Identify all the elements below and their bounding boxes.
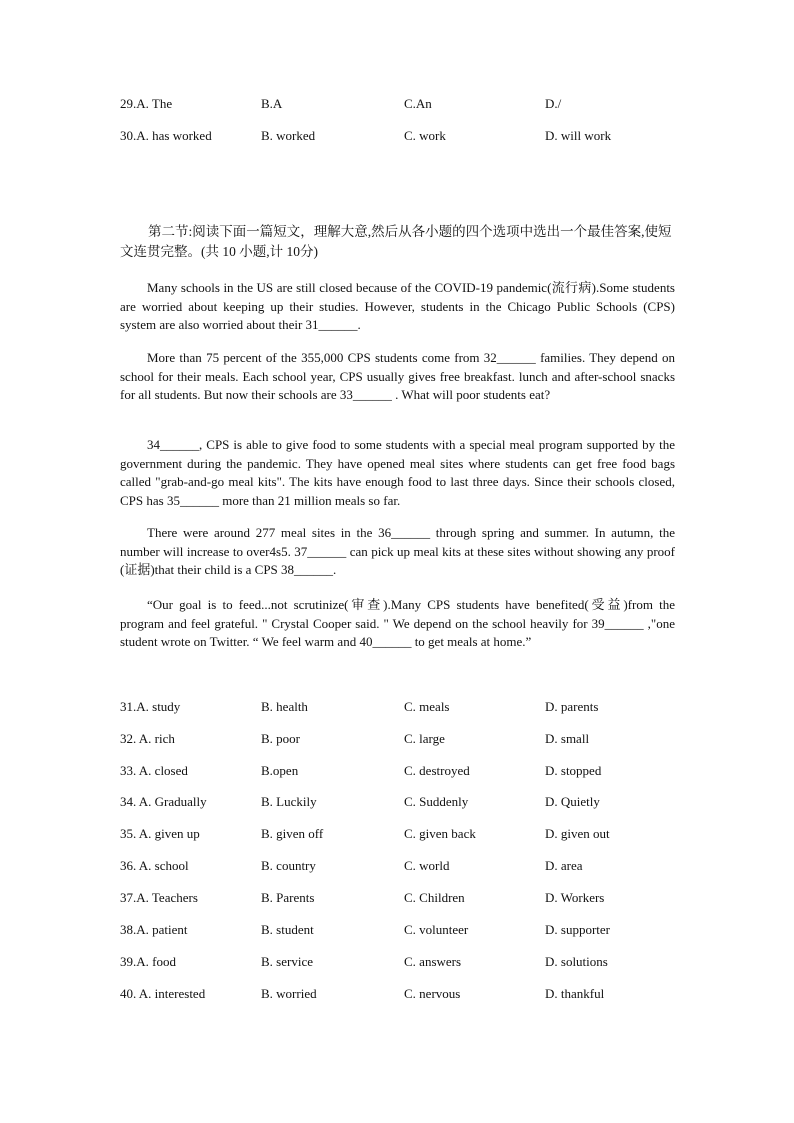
option-a: 34. A. Gradually bbox=[120, 794, 207, 809]
question-30-options bbox=[120, 126, 680, 146]
option-c: C. destroyed bbox=[404, 763, 470, 778]
option-c: C.An bbox=[404, 96, 432, 111]
option-b: B. worked bbox=[261, 128, 316, 143]
question-39-options bbox=[120, 952, 680, 972]
option-c: C. large bbox=[404, 731, 445, 746]
option-a: 37.A. Teachers bbox=[120, 890, 198, 905]
option-b: B. student bbox=[261, 922, 314, 937]
passage-paragraph-2: More than 75 percent of the 355,000 CPS students come from 32______ families. They depend on school for their meals. Each school year, CPS usually gives free breakfast. lunch and after-school snacks for all students. But now their schools are 33______ . What will poor students eat? bbox=[120, 350, 675, 403]
option-a: 31.A. study bbox=[120, 699, 181, 714]
option-d: D. given out bbox=[545, 826, 610, 841]
option-c: C. world bbox=[404, 858, 450, 873]
option-d: D. stopped bbox=[545, 763, 602, 778]
option-a: 40. A. interested bbox=[120, 986, 206, 1001]
option-c: C. given back bbox=[404, 826, 476, 841]
question-33-options bbox=[120, 761, 680, 781]
question-38-options bbox=[120, 920, 680, 940]
option-a: 35. A. given up bbox=[120, 826, 200, 841]
option-d: D. supporter bbox=[545, 922, 610, 937]
option-b: B. Parents bbox=[261, 890, 315, 905]
option-d: D. Quietly bbox=[545, 794, 600, 809]
option-c: C. nervous bbox=[404, 986, 461, 1001]
option-d: D. solutions bbox=[545, 954, 608, 969]
option-c: C. volunteer bbox=[404, 922, 469, 937]
option-b: B. health bbox=[261, 699, 308, 714]
option-d: D. parents bbox=[545, 699, 599, 714]
option-c: C. work bbox=[404, 128, 446, 143]
question-31-options bbox=[120, 697, 680, 717]
passage-paragraph-5: “Our goal is to feed...not scrutinize(审查).Many CPS students have benefited(受益)from the program and feel grateful. " Crystal Cooper said. " We depend on the school heavily for 39______ ,"one student wrote on Twitter. “ We feel warm and 40______ to get meals at home.” bbox=[120, 597, 675, 650]
section-instruction: 第二节:阅读下面一篇短文，理解大意,然后从各小题的四个选项中选出一个最佳答案,使短文连贯完整。(共 10 小题,计 10分) bbox=[120, 224, 672, 259]
option-b: B.open bbox=[261, 763, 299, 778]
option-d: D. Workers bbox=[545, 890, 605, 905]
passage-paragraph-1: Many schools in the US are still closed because of the COVID-19 pandemic(流行病).Some students are worried about keeping up their studies. However, students in the Chicago Public Schools (CPS) system are also worried about their 31______. bbox=[120, 280, 675, 333]
option-a: 30.A. has worked bbox=[120, 128, 212, 143]
option-c: C. Suddenly bbox=[404, 794, 469, 809]
question-34-options bbox=[120, 792, 680, 812]
option-b: B. service bbox=[261, 954, 313, 969]
question-32-options bbox=[120, 729, 680, 749]
passage-paragraph-3: 34______, CPS is able to give food to some students with a special meal program supported by the government during the pandemic. They have opened meal sites where students can get free food bags called "grab-and-go meal kits". The kits have enough food to last three days. Since their schools closed, CPS has 35______ more than 21 million meals so far. bbox=[120, 437, 675, 508]
passage-paragraph-4: There were around 277 meal sites in the 36______ through spring and summer. In autumn, the number will increase to over4s5. 37______ can pick up meal kits at these sites without showing any proof (证据)that their child is a CPS 38______. bbox=[120, 525, 675, 578]
option-a: 32. A. rich bbox=[120, 731, 175, 746]
option-c: C. Children bbox=[404, 890, 465, 905]
question-37-options bbox=[120, 888, 680, 908]
option-b: B.A bbox=[261, 96, 283, 111]
question-35-options bbox=[120, 824, 680, 844]
option-b: B. worried bbox=[261, 986, 317, 1001]
option-b: B. given off bbox=[261, 826, 324, 841]
option-d: D. will work bbox=[545, 128, 612, 143]
option-a: 29.A. The bbox=[120, 96, 173, 111]
question-40-options bbox=[120, 984, 680, 1004]
option-a: 39.A. food bbox=[120, 954, 176, 969]
option-d: D./ bbox=[545, 96, 562, 111]
option-b: B. country bbox=[261, 858, 316, 873]
option-b: B. poor bbox=[261, 731, 300, 746]
option-c: C. answers bbox=[404, 954, 462, 969]
option-d: D. thankful bbox=[545, 986, 605, 1001]
question-29-options bbox=[120, 94, 680, 114]
option-a: 33. A. closed bbox=[120, 763, 188, 778]
question-36-options bbox=[120, 856, 680, 876]
option-a: 36. A. school bbox=[120, 858, 189, 873]
option-c: C. meals bbox=[404, 699, 450, 714]
option-d: D. area bbox=[545, 858, 583, 873]
option-d: D. small bbox=[545, 731, 590, 746]
option-b: B. Luckily bbox=[261, 794, 317, 809]
option-a: 38.A. patient bbox=[120, 922, 188, 937]
